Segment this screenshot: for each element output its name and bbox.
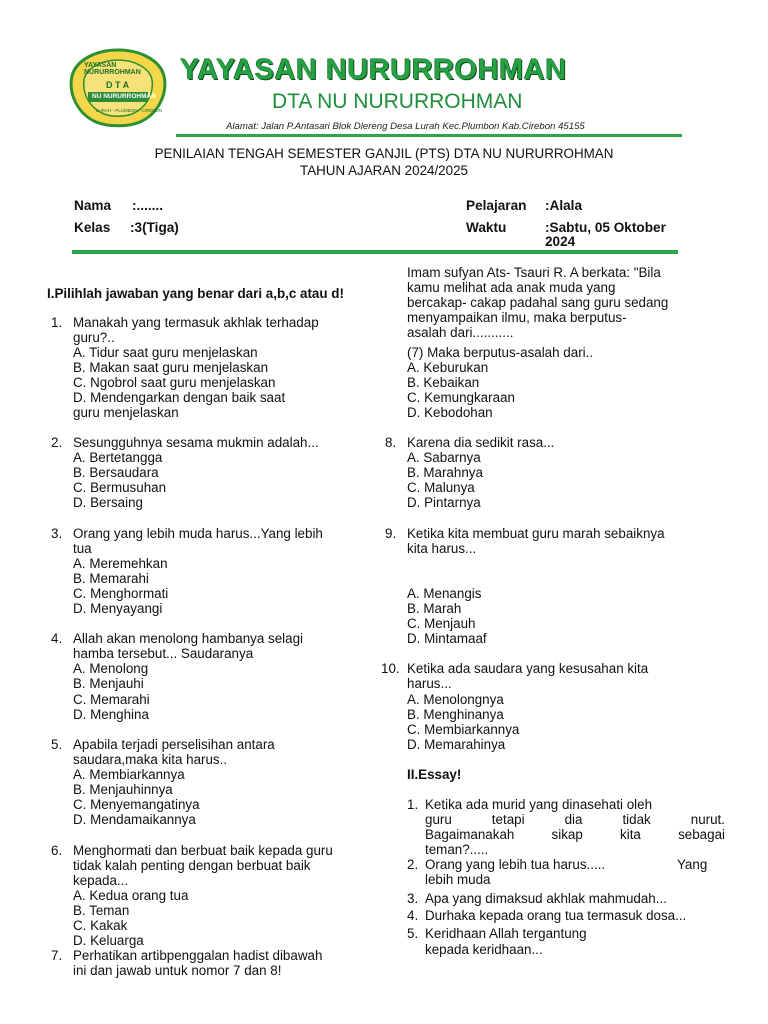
q6-text-line1: Menghormati dan berbuat baik kepada guru [73,843,333,858]
q4-option-d: D. Menghina [73,707,149,722]
q2-option-d: D. Bersaing [73,495,143,510]
q2-option-b: B. Bersaudara [73,465,159,480]
essay1-text-line2: guru tetapi dia tidak nurut. [425,812,725,827]
section2-heading: II.Essay! [407,767,462,782]
q2-option-a: A. Bertetangga [73,450,163,465]
q3-text-line1: Orang yang lebih muda harus...Yang lebih [73,526,323,541]
q5-text-line1: Apabila terjadi perselisihan antara [73,737,275,752]
letterhead-divider [176,134,682,137]
essay4-number: 4. [407,908,419,923]
kelas-value: :3(Tiga) [130,220,179,235]
logo-text-band: NU NURURROHMAN [92,93,156,100]
q7b-option-b: B. Kebaikan [407,375,480,390]
q9-option-b: B. Marah [407,601,462,616]
hadith-line2: kamu melihat ada anak muda yang [407,280,616,295]
nama-value: :....... [132,198,163,213]
q8-text-line1: Karena dia sedikit rasa... [407,435,555,450]
letterhead-address: Alamat: Jalan P.Antasari Blok Dlereng Desa Lurah Kec.Plumbon Kab.Cirebon 45155 [226,121,585,132]
essay5-text-line1: Keridhaan Allah tergantung [425,926,587,941]
q7-text-line2: ini dan jawab untuk nomor 7 dan 8! [73,963,282,978]
q9-text-line1: Ketika kita membuat guru marah sebaiknya [407,526,665,541]
q6-number: 6. [51,843,63,858]
q8-option-d: D. Pintarnya [407,495,481,510]
essay1-text-line3: Bagaimanakah sikap kita sebagai [425,827,725,842]
q7b-option-d: D. Kebodohan [407,405,493,420]
q6-option-d: D. Keluarga [73,933,144,948]
exam-title-line2: TAHUN AJARAN 2024/2025 [300,163,468,178]
q1-option-b: B. Makan saat guru menjelaskan [73,360,269,375]
q6-option-b: B. Teman [73,903,130,918]
essay5-text-line2: kepada keridhaan... [425,942,543,957]
essay4-text: Durhaka kepada orang tua termasuk dosa... [425,908,687,923]
q2-text-line1: Sesungguhnya sesama mukmin adalah... [73,435,319,450]
essay3-number: 3. [407,891,419,906]
q2-option-c: C. Bermusuhan [73,480,167,495]
q4-option-a: A. Menolong [73,661,149,676]
q5-number: 5. [51,737,63,752]
q5-option-a: A. Membiarkannya [73,767,185,782]
q2-number: 2. [51,435,63,450]
q1-text-line1: Manakah yang termasuk akhlak terhadap [73,315,319,330]
kelas-label: Kelas [74,220,111,235]
hadith-line1: Imam sufyan Ats- Tsauri R. A berkata: "Bila [407,265,661,280]
logo-text-bottom: LURAH - PLUMBON - CIREBON [96,108,163,113]
q9-text-line2: kita harus... [407,541,477,556]
q1-number: 1. [51,315,63,330]
nama-label: Nama [74,198,112,213]
logo-text-top: YAYASAN NURURROHMAN [84,62,141,76]
pelajaran-value: :Alala [545,198,583,213]
essay1-number: 1. [407,797,419,812]
q10-option-c: C. Membiarkannya [407,722,520,737]
q6-text-line3: kepada... [73,873,129,888]
q5-option-b: B. Menjauhinnya [73,782,173,797]
q3-option-b: B. Memarahi [73,571,149,586]
q1-text-line2: guru?.. [73,330,115,345]
hadith-line5: asalah dari........... [407,325,514,340]
waktu-value-line2: 2024 [545,234,576,249]
exam-title-line1: PENILAIAN TENGAH SEMESTER GANJIL (PTS) DTA NU NURURROHMAN [154,146,614,161]
essay2-text-line1b: Yang [677,857,708,872]
q9-option-c: C. Menjauh [407,616,476,631]
q5-text-line2: saudara,maka kita harus.. [73,752,228,767]
q3-option-d: D. Menyayangi [73,601,163,616]
essay5-number: 5. [407,926,419,941]
essay2-text-line2: lebih muda [425,872,491,887]
hadith-line3: bercakap- cakap padahal sang guru sedang [407,295,669,310]
waktu-value-line1: :Sabtu, 05 Oktober [545,220,666,235]
essay2-text-line1: Orang yang lebih tua harus..... [425,857,606,872]
q10-text-line1: Ketika ada saudara yang kesusahan kita [407,661,649,676]
q10-option-a: A. Menolongnya [407,692,504,707]
pelajaran-label: Pelajaran [466,198,527,213]
q1-option-d-line2: guru menjelaskan [73,405,179,420]
q9-option-d: D. Mintamaaf [407,631,487,646]
q3-text-line2: tua [73,541,92,556]
q10-option-b: B. Menghinanya [407,707,504,722]
q8-number: 8. [385,435,397,450]
q3-number: 3. [51,526,63,541]
waktu-label: Waktu [466,220,507,235]
logo-text-mid: D T A [106,80,130,90]
q10-number: 10. [381,661,400,676]
q6-option-a: A. Kedua orang tua [73,888,189,903]
q7-number: 7. [51,948,63,963]
info-divider [72,250,678,254]
q6-option-c: C. Kakak [73,918,128,933]
q8-option-b: B. Marahnya [407,465,483,480]
q10-text-line2: harus... [407,676,452,691]
q8-option-c: C. Malunya [407,480,475,495]
q3-option-a: A. Meremehkan [73,556,168,571]
q3-option-c: C. Menghormati [73,586,169,601]
q4-text-line2: hamba tersebut... Saudaranya [73,646,254,661]
q5-option-c: C. Menyemangatinya [73,797,200,812]
foundation-logo [66,48,170,130]
q4-number: 4. [51,631,63,646]
q7b-option-a: A. Keburukan [407,360,489,375]
q8-option-a: A. Sabarnya [407,450,481,465]
essay2-number: 2. [407,857,419,872]
q1-option-d-line1: D. Mendengarkan dengan baik saat [73,390,286,405]
q4-text-line1: Allah akan menolong hambanya selagi [73,631,304,646]
q9-option-a: A. Menangis [407,586,482,601]
q7-text-line1: Perhatikan artibpenggalan hadist dibawah [73,948,323,963]
q10-option-d: D. Memarahinya [407,737,506,752]
q4-option-c: C. Memarahi [73,692,150,707]
section1-heading: I.Pilihlah jawaban yang benar dari a,b,c atau d! [47,286,344,301]
q5-option-d: D. Mendamaikannya [73,812,196,827]
q4-option-b: B. Menjauhi [73,676,144,691]
letterhead-subtitle: DTA NU NURURROHMAN [272,90,523,113]
q7b-text: (7) Maka berputus-asalah dari.. [407,345,594,360]
essay3-text: Apa yang dimaksud akhlak mahmudah... [425,891,667,906]
q7b-option-c: C. Kemungkaraan [407,390,515,405]
q1-option-a: A. Tidur saat guru menjelaskan [73,345,258,360]
essay1-text-line4: teman?..... [425,842,489,857]
letterhead-title: YAYASAN NURURROHMAN [180,54,567,86]
essay1-text-line1: Ketika ada murid yang dinasehati oleh [425,797,653,812]
q9-number: 9. [385,526,397,541]
q1-option-c: C. Ngobrol saat guru menjelaskan [73,375,276,390]
hadith-line4: menyampaikan ilmu, maka berputus- [407,310,627,325]
q6-text-line2: tidak kalah penting dengan berbuat baik [73,858,311,873]
